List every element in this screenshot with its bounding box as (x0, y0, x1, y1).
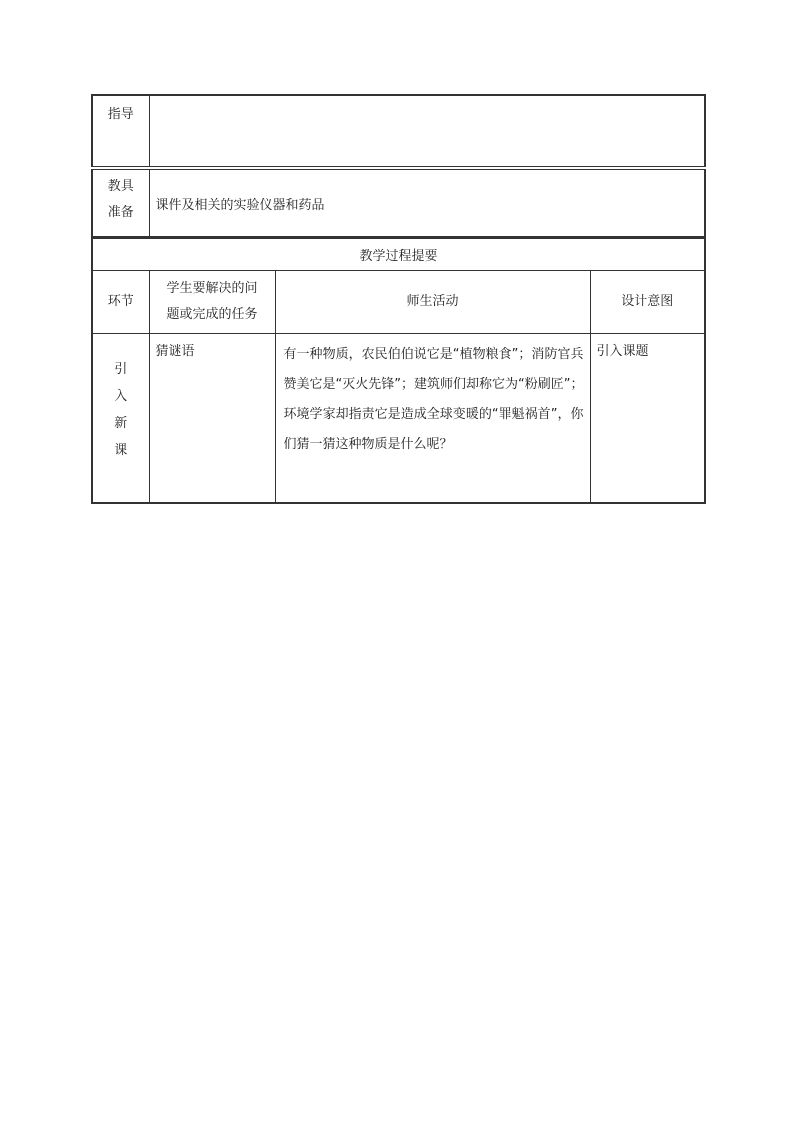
header-activity-cell (275, 271, 590, 334)
guide-label-cell (92, 95, 149, 167)
activity-text: 有一种物质，农民伯伯说它是“植物粮食”；消防官兵赞美它是“灭火先锋”；建筑师们却称它为“粉刷匠”；环境学家却指责它是造成全球变暖的“罪魁祸首”，你们猜一猜这种物质是什么呢？ (283, 347, 584, 452)
header-activity: 师生活动 (406, 294, 459, 309)
stage-char: 引 (114, 362, 128, 377)
tools-table (91, 169, 706, 237)
header-info-table (91, 94, 706, 167)
header-task-line2: 题或完成的任务 (166, 307, 258, 322)
header-intent: 设计意图 (621, 294, 674, 309)
tools-content-cell (149, 170, 705, 237)
header-task-line1: 学生要解决的问 (166, 281, 258, 296)
stage-char: 新 (114, 416, 128, 431)
table-row (92, 334, 705, 504)
task-text: 猜谜语 (155, 344, 195, 359)
intent-text: 引入课题 (596, 344, 649, 359)
stage-vertical-label (93, 334, 149, 464)
header-stage-cell (92, 271, 149, 334)
header-stage: 环节 (107, 294, 134, 309)
stage-char: 课 (114, 443, 128, 458)
activity-cell (275, 334, 590, 504)
section-title: 教学过程提要 (359, 249, 438, 264)
header-task-cell (149, 271, 275, 334)
lesson-plan-sheet (91, 94, 704, 504)
section-title-cell (92, 238, 705, 271)
tools-label-line1: 教具 (107, 179, 134, 194)
tools-label-cell (92, 170, 149, 237)
process-table (91, 237, 706, 504)
header-intent-cell (590, 271, 705, 334)
task-cell (149, 334, 275, 504)
guide-label: 指导 (107, 107, 134, 122)
intent-cell (590, 334, 705, 504)
tools-label-line2: 准备 (107, 205, 134, 220)
tools-content: 课件及相关的实验仪器和药品 (155, 197, 325, 213)
guide-content-cell (149, 95, 705, 167)
stage-cell (92, 334, 149, 504)
stage-char: 入 (114, 389, 128, 404)
